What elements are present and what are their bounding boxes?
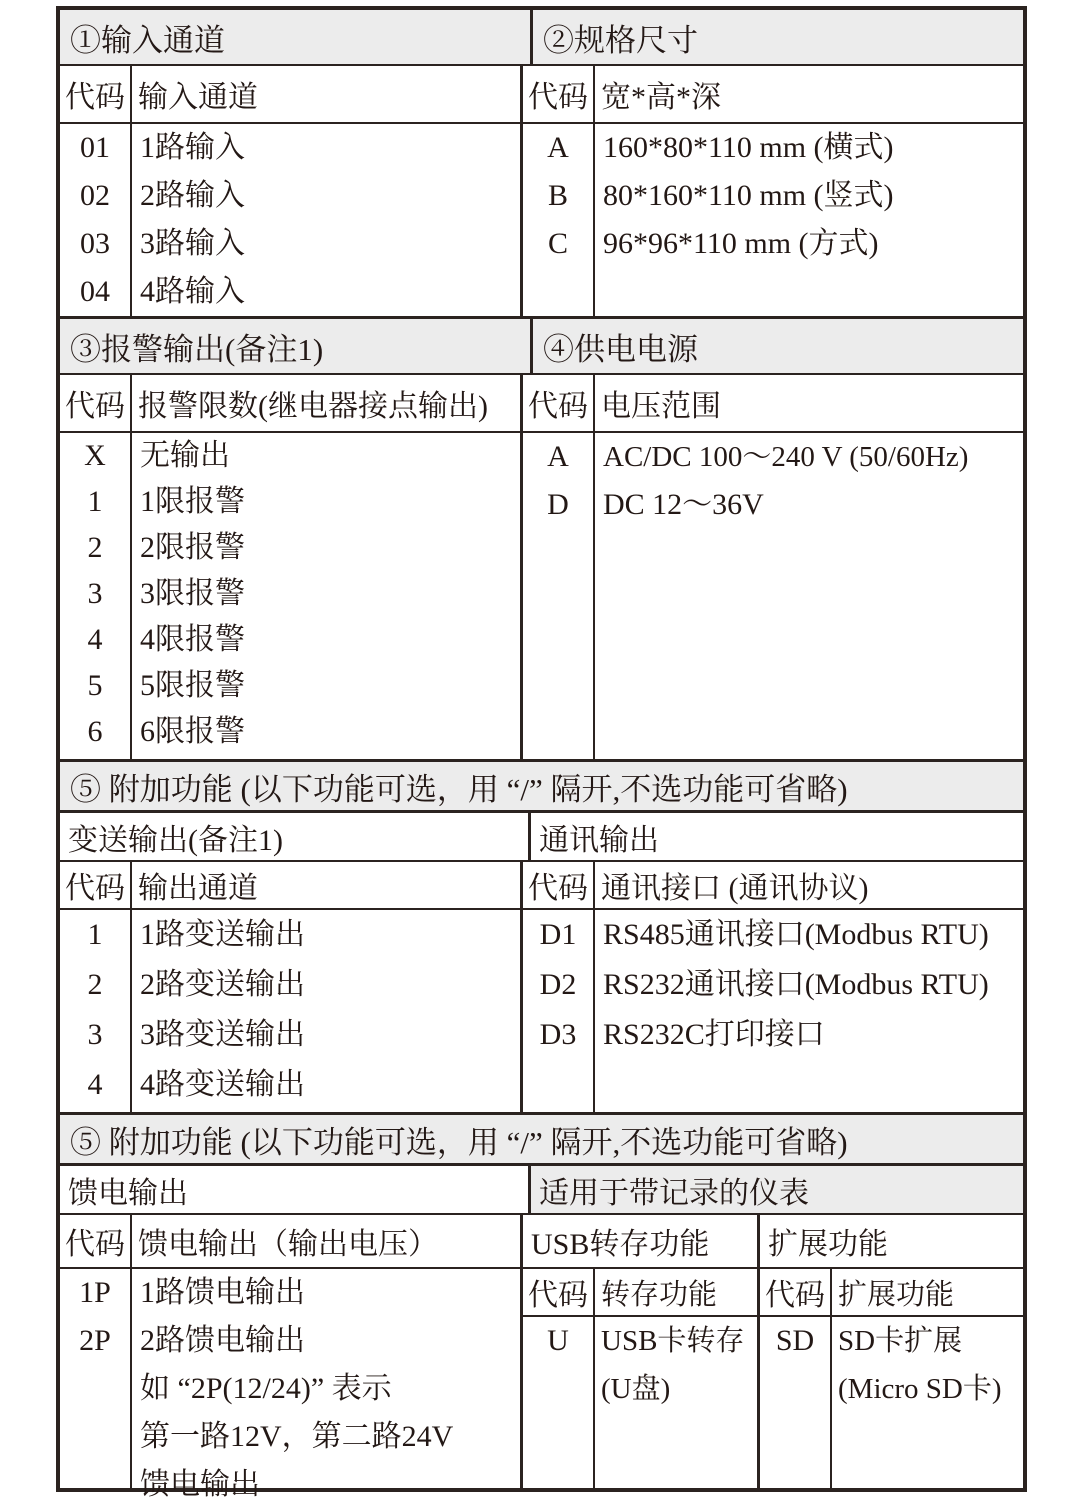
desc-cell: 2路变送输出 [140, 968, 305, 1001]
code-cell: 3 [87, 577, 103, 610]
code-column-header: 代码 [760, 1269, 832, 1315]
comm-data [520, 910, 1023, 1112]
desc-cell: 2路输入 [140, 179, 245, 212]
desc-cell: 如 “2P(12/24)” 表示 [140, 1372, 392, 1405]
desc-cell: 160*80*110 mm (横式) [603, 131, 894, 164]
desc-column-header: 转存功能 [601, 1278, 718, 1311]
section5a-data [60, 910, 1023, 1112]
desc-column-header: 报警限数(继电器接点输出) [138, 390, 488, 423]
code-column-header: 代码 [523, 1269, 595, 1315]
expansion-title: 扩展功能 [760, 1215, 1023, 1269]
code-column [60, 910, 132, 1112]
desc-column [132, 1269, 520, 1501]
code-column [60, 1269, 132, 1488]
code-column-header: 代码 [60, 862, 132, 908]
code-column [523, 1317, 595, 1488]
usb-transfer-data [523, 1317, 757, 1488]
code-column [60, 433, 132, 759]
code-cell: 03 [80, 227, 110, 260]
code-column-header: 代码 [523, 862, 595, 908]
section2-header [520, 66, 1023, 122]
desc-cell: 4限报警 [140, 623, 245, 656]
code-cell: A [547, 440, 569, 473]
usb-transfer-block [523, 1215, 760, 1488]
code-cell: 4 [87, 623, 103, 656]
expansion-data [760, 1317, 1023, 1488]
desc-cell: 4路变送输出 [140, 1068, 305, 1101]
section3-data [60, 433, 520, 759]
section4-header [520, 375, 1023, 431]
feed-output-data [60, 1269, 520, 1501]
desc-cell: 3限报警 [140, 577, 245, 610]
comm-header [520, 862, 1023, 908]
desc-column-header: 输出通道 [138, 872, 258, 905]
desc-cell: 96*96*110 mm (方式) [603, 227, 879, 260]
section1-data [60, 124, 520, 316]
comm-output-subtitle: 通讯输出 [528, 813, 1023, 860]
section5-header-band-2 [60, 1112, 1023, 1166]
desc-cell: 1路输入 [140, 131, 245, 164]
code-cell: B [547, 179, 568, 212]
section4-data [520, 433, 1023, 759]
desc-column-header: 通讯接口 (通讯协议) [601, 872, 869, 905]
section5b-subtitles [60, 1166, 1023, 1215]
code-cell: SD [775, 1324, 815, 1357]
desc-cell: 1路变送输出 [140, 918, 305, 951]
desc-column [132, 124, 520, 316]
code-column-header: 代码 [523, 66, 595, 122]
section3-title: ③报警输出(备注1) [60, 319, 530, 373]
code-column-header: 代码 [60, 66, 132, 122]
desc-cell: 馈电输出 [140, 1468, 260, 1501]
desc-column [595, 124, 1023, 316]
code-cell: 2P [79, 1324, 111, 1357]
section3-4-column-headers [60, 375, 1023, 433]
desc-cell: (Micro SD卡) [838, 1373, 1002, 1405]
code-cell: 01 [80, 131, 110, 164]
code-column [60, 124, 132, 316]
desc-cell: 6限报警 [140, 715, 245, 748]
code-cell: 1 [87, 918, 103, 951]
desc-cell: 3路变送输出 [140, 1018, 305, 1051]
desc-cell: 3路输入 [140, 227, 245, 260]
desc-cell: 2路馈电输出 [140, 1324, 305, 1357]
section3-header [60, 375, 520, 431]
desc-cell: AC/DC 100～240 V (50/60Hz) [603, 441, 969, 473]
expansion-block [760, 1215, 1023, 1488]
desc-cell: 无输出 [140, 439, 230, 472]
code-cell: 6 [87, 715, 103, 748]
usb-transfer-title: USB转存功能 [523, 1215, 757, 1269]
code-cell: 5 [87, 669, 103, 702]
section5-title: ⑤ 附加功能 (以下功能可选，用 “/” 隔开,不选功能可省略) [70, 1124, 848, 1160]
code-column [760, 1317, 832, 1488]
desc-cell: SD卡扩展 [838, 1325, 963, 1357]
desc-column [132, 910, 520, 1112]
code-cell: 2 [87, 968, 103, 1001]
section3-4-data [60, 433, 1023, 759]
recorder-subtitle: 适用于带记录的仪表 [528, 1166, 1023, 1213]
feed-output-block [60, 1215, 520, 1501]
desc-column [595, 1317, 757, 1488]
desc-cell: RS232通讯接口(Modbus RTU) [603, 968, 989, 1001]
code-cell: D3 [539, 1018, 577, 1051]
code-column-header: 代码 [60, 375, 132, 431]
desc-column [595, 433, 1023, 759]
desc-column-header: 电压范围 [601, 390, 721, 423]
code-cell: A [547, 131, 569, 164]
code-cell: U [547, 1324, 569, 1357]
code-cell: 3 [87, 1018, 103, 1051]
section4-title: ④供电电源 [530, 319, 1023, 373]
code-cell: 04 [80, 275, 110, 308]
section5b-body [60, 1215, 1023, 1501]
expansion-header [760, 1269, 1023, 1317]
feed-output-header [60, 1215, 520, 1269]
code-cell: 02 [80, 179, 110, 212]
desc-cell: DC 12～36V [603, 488, 764, 521]
desc-cell: (U盘) [601, 1373, 671, 1405]
code-cell: 1P [79, 1276, 111, 1309]
section5-title: ⑤ 附加功能 (以下功能可选，用 “/” 隔开,不选功能可省略) [70, 771, 848, 807]
code-column-header: 代码 [60, 1215, 132, 1267]
desc-cell: 4路输入 [140, 275, 245, 308]
desc-column [832, 1317, 1023, 1488]
code-column [523, 124, 595, 316]
desc-cell: 第一路12V，第二路24V [140, 1420, 454, 1453]
desc-cell: 80*160*110 mm (竖式) [603, 179, 894, 212]
section1-2-column-headers [60, 66, 1023, 124]
desc-cell: 1路馈电输出 [140, 1276, 305, 1309]
desc-cell: 1限报警 [140, 485, 245, 518]
code-cell: D1 [539, 918, 577, 951]
section2-data [520, 124, 1023, 316]
code-cell: D [547, 488, 569, 521]
feed-output-subtitle: 馈电输出 [68, 1176, 188, 1210]
code-cell: X [84, 439, 106, 472]
code-cell: C [547, 227, 568, 260]
desc-column-header: 输入通道 [138, 81, 258, 114]
section5a-subtitles [60, 813, 1023, 862]
section1-title: ①输入通道 [60, 10, 530, 64]
code-cell: D2 [539, 968, 577, 1001]
code-column-header: 代码 [523, 375, 595, 431]
section1-2-data [60, 124, 1023, 316]
code-column [523, 433, 595, 759]
code-cell: 1 [87, 485, 103, 518]
desc-cell: USB卡转存 [601, 1325, 745, 1357]
desc-column-header: 馈电输出（输出电压） [138, 1228, 438, 1261]
desc-column [595, 910, 1023, 1112]
spec-table [56, 6, 1027, 1501]
section1-header [60, 66, 520, 122]
desc-column-header: 扩展功能 [838, 1278, 955, 1311]
desc-cell: RS232C打印接口 [603, 1018, 825, 1051]
section5a-column-headers [60, 862, 1023, 910]
section-titles-row-2 [60, 316, 1023, 375]
desc-cell: RS485通讯接口(Modbus RTU) [603, 918, 989, 951]
desc-column-header: 宽*高*深 [601, 81, 721, 114]
transmit-header [60, 862, 520, 908]
desc-column [132, 433, 520, 759]
code-column [523, 910, 595, 1112]
code-cell: 4 [87, 1068, 103, 1101]
desc-cell: 2限报警 [140, 531, 245, 564]
code-cell: 2 [87, 531, 103, 564]
usb-transfer-header [523, 1269, 757, 1317]
desc-cell: 5限报警 [140, 669, 245, 702]
recorder-block [520, 1215, 1023, 1488]
transmit-data [60, 910, 520, 1112]
section-titles-row-1 [60, 10, 1023, 66]
section2-title: ②规格尺寸 [530, 10, 1023, 64]
section5-header-band-1 [60, 759, 1023, 813]
transmit-output-subtitle: 变送输出(备注1) [68, 823, 283, 857]
